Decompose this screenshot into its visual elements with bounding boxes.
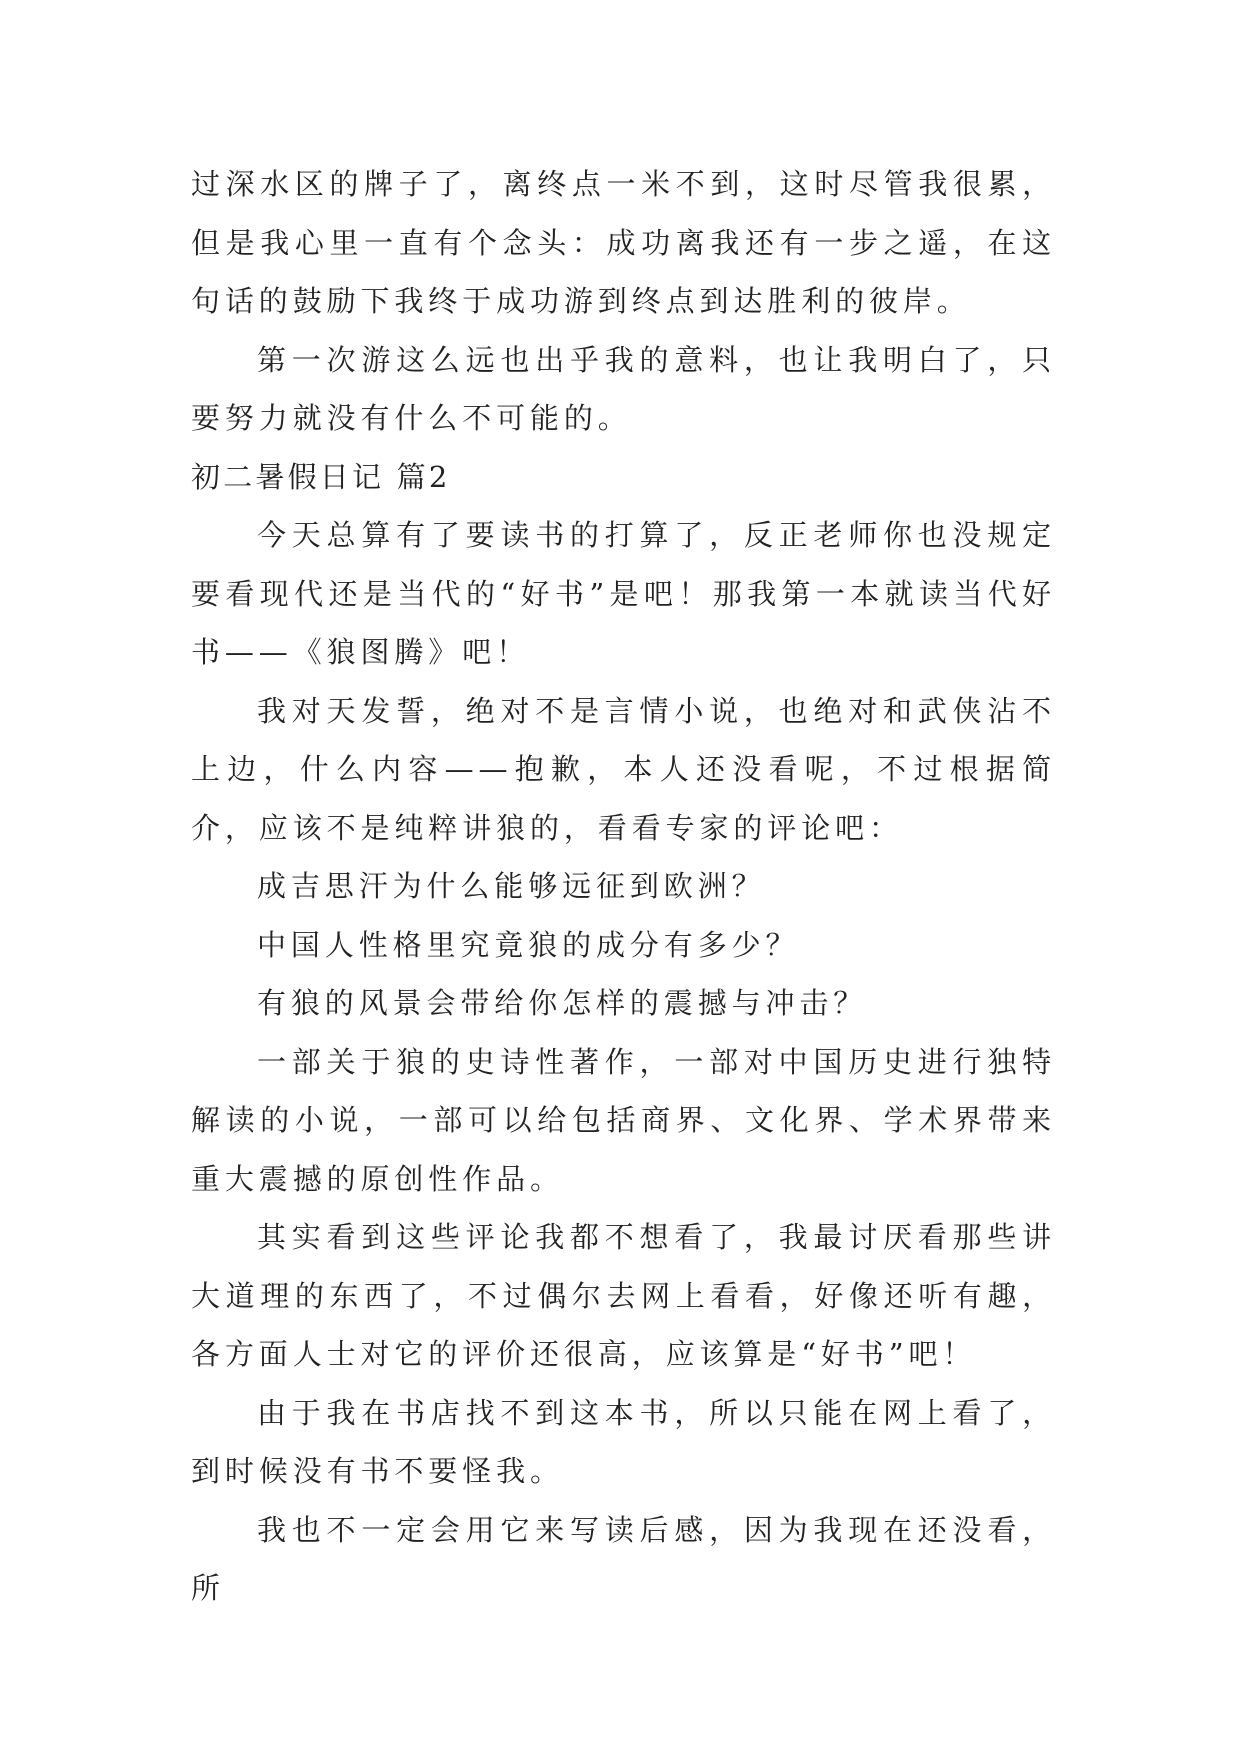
paragraph: 我对天发誓，绝对不是言情小说，也绝对和武侠沾不上边，什么内容——抱歉，本人还没看呢，不过根据简介，应该不是纯粹讲狼的，看看专家的评论吧： xyxy=(191,693,1056,845)
paragraph: 其实看到这些评论我都不想看了，我最讨厌看那些讲大道理的东西了，不过偶尔去网上看看，好像还听有趣，各方面人士对它的评价还很高，应该算是“好书”吧！ xyxy=(191,1220,1056,1371)
paragraph: 有狼的风景会带给你怎样的震撼与冲击？ xyxy=(257,986,868,1020)
paragraph: 成吉思汗为什么能够远征到欧洲？ xyxy=(257,869,766,903)
paragraph-continued: 过深水区的牌子了，离终点一米不到，这时尽管我很累，但是我心里一直有个念头：成功离我还有一步之遥，在这句话的鼓励下我终于成功游到终点到达胜利的彼岸。 xyxy=(191,167,1056,318)
paragraph: 中国人性格里究竟狼的成分有多少？ xyxy=(257,927,800,962)
paragraph: 由于我在书店找不到这本书，所以只能在网上看了，到时候没有书不要怪我。 xyxy=(191,1395,1056,1488)
paragraph: 一部关于狼的史诗性著作，一部对中国历史进行独特解读的小说，一部可以给包括商界、文化界、学术界带来重大震撼的原创性作品。 xyxy=(191,1044,1056,1196)
section-heading: 初二暑假日记 篇2 xyxy=(191,459,451,494)
paragraph-truncated: 我也不一定会用它来写读后感，因为我现在还没看，所 xyxy=(191,1512,1056,1605)
document-body xyxy=(191,155,1056,1618)
paragraph: 今天总算有了要读书的打算了，反正老师你也没规定要看现代还是当代的“好书”是吧！那我第一本就读当代好书——《狼图腾》吧！ xyxy=(191,518,1056,669)
paragraph: 第一次游这么远也出乎我的意料，也让我明白了，只要努力就没有什么不可能的。 xyxy=(191,342,1056,435)
